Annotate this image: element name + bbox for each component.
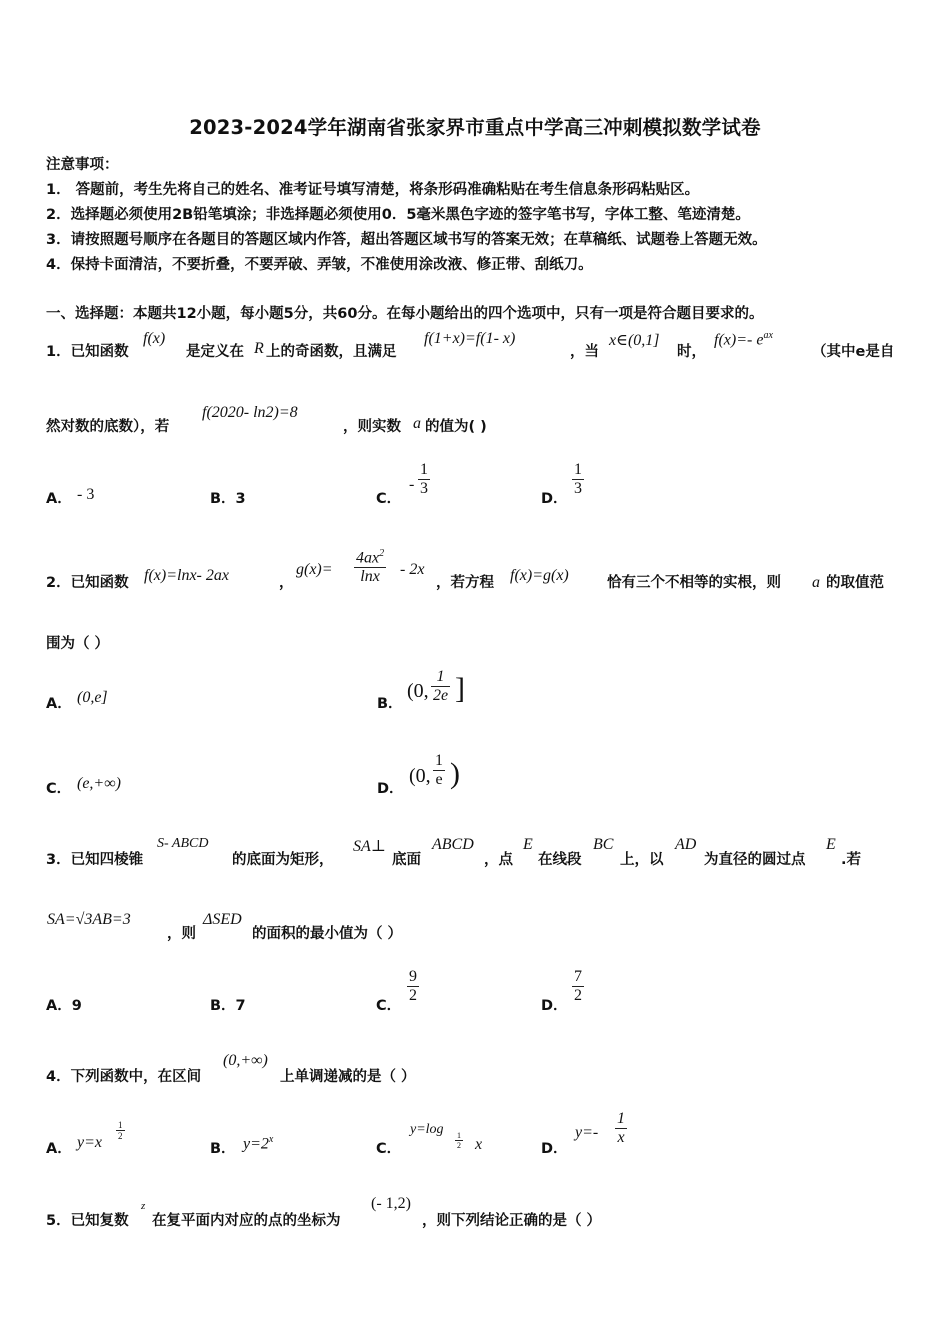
- q2-equation: f(x)=g(x): [510, 567, 569, 584]
- q3-option-d-frac: [572, 968, 584, 1005]
- q1-num: 1．已知函数: [46, 344, 129, 360]
- q2-text-3: 的取值范: [826, 575, 884, 591]
- q3-option-b[interactable]: B．7: [210, 998, 246, 1014]
- q2-g-den: lnx: [360, 568, 380, 586]
- q3-triangle: ΔSED: [203, 911, 242, 928]
- q4-option-c-log-base-num: 1: [457, 1131, 461, 1140]
- q1-option-d-den: 3: [574, 480, 582, 497]
- q3-text-3: ，点: [484, 852, 513, 868]
- q2-option-b-pre: (0,: [407, 680, 429, 702]
- q2-option-a-value: (0,e]: [77, 689, 108, 706]
- q2-g-num-base: 4ax: [356, 549, 380, 567]
- q1-R: R: [254, 340, 264, 357]
- q5-num: 5．已知复数: [46, 1213, 129, 1229]
- notice-item-1: 1． 答题前，考生先将自己的姓名、准考证号填写清楚，将条形码准确粘贴在考生信息条形码粘贴区。: [46, 182, 700, 198]
- q4-option-d-label[interactable]: D．: [541, 1141, 568, 1157]
- q3-num: 3．已知四棱锥: [46, 852, 144, 868]
- q4-option-a-exp: [116, 1120, 125, 1141]
- q3-text-2: 底面: [392, 852, 421, 868]
- q1-text-1: 是定义在: [186, 344, 244, 360]
- notice-item-3: 3．请按照题号顺序在各题目的答题区域内作答，超出答题区域书写的答案无效；在草稿纸、试题卷上答题无效。: [46, 232, 767, 248]
- q2-g-rest: - 2x: [400, 561, 425, 578]
- q4-option-b-value: [243, 1134, 273, 1153]
- q1-line2-b: ，则实数: [343, 419, 401, 435]
- q3-condition: SA=√3AB=3: [47, 911, 131, 928]
- q2-option-b-post: ]: [455, 672, 465, 705]
- q2-option-d-pre: (0,: [409, 765, 431, 787]
- q1-line2-c: 的值为( ): [425, 419, 487, 435]
- q2-option-d-frac: [433, 752, 445, 789]
- q1-option-b[interactable]: B．3: [210, 491, 246, 507]
- q1-option-d-frac: [572, 461, 584, 498]
- q4-option-d-base: y=-: [575, 1124, 599, 1141]
- q3-option-c-num: 9: [409, 968, 417, 985]
- q2-line2: 围为（ ）: [46, 636, 110, 652]
- section-heading: 一、选择题：本题共12小题，每小题5分，共60分。在每小题给出的四个选项中，只有一项是符合题目要求的。: [46, 306, 764, 322]
- q1-option-c-sign: -: [409, 476, 415, 493]
- q2-option-b-den: 2e: [433, 687, 449, 704]
- q4-option-a-exp-num: 1: [118, 1120, 123, 1130]
- q2-comma: ，: [279, 575, 294, 591]
- q5-text-1: 在复平面内对应的点的坐标为: [152, 1213, 341, 1229]
- q1-given: f(2020- ln2)=8: [202, 404, 298, 421]
- q1-text-5: （其中e是自: [812, 344, 895, 360]
- q4-option-a-base: y=x: [77, 1134, 102, 1151]
- q4-option-c-log-base: [455, 1131, 463, 1150]
- q2-g-num: [354, 545, 386, 568]
- q1-text-2: 上的奇函数，且满足: [266, 344, 397, 360]
- q3-pyramid: S- ABCD: [157, 836, 209, 851]
- q3-option-c-frac: [407, 968, 419, 1005]
- q3-option-c-den: 2: [409, 987, 417, 1004]
- q4-option-b-exp: x: [268, 1134, 274, 1145]
- q1-text-4: 时，: [677, 344, 706, 360]
- q1-option-a-label[interactable]: A．: [46, 491, 72, 507]
- q3-text-1: 的底面为矩形，: [232, 852, 334, 868]
- q2-option-c-label[interactable]: C．: [46, 781, 72, 797]
- q2-option-d-den: e: [435, 771, 443, 788]
- notice-item-4: 4．保持卡面清洁，不要折叠，不要弄破、弄皱，不准使用涂改液、修正带、刮纸刀。: [46, 257, 593, 273]
- q4-option-d-den: x: [617, 1129, 625, 1146]
- q4-interval: (0,+∞): [223, 1052, 268, 1069]
- q1-f: f(x): [143, 330, 166, 347]
- q1-line2-a: 然对数的底数），若: [46, 419, 170, 435]
- q1-condition: f(1+x)=f(1- x): [424, 330, 516, 347]
- q1-option-a-value: - 3: [77, 486, 95, 503]
- q3-text-7: .若: [841, 852, 862, 868]
- q3-text-5: 上，以: [620, 852, 664, 868]
- q1-option-c-num: 1: [420, 461, 428, 478]
- q2-a: a: [812, 574, 820, 591]
- q2-g-num-sup: 2: [379, 548, 385, 559]
- q1-option-d-num: 1: [574, 461, 582, 478]
- q4-option-c-label[interactable]: C．: [376, 1141, 402, 1157]
- q2-option-d-num: 1: [435, 752, 443, 769]
- q3-sa: SA⊥: [353, 838, 386, 855]
- page-title: 2023-2024学年湖南省张家界市重点中学高三冲刺模拟数学试卷: [189, 116, 761, 139]
- q3-text-8: ，则: [167, 926, 196, 942]
- q2-text-1: ，若方程: [436, 575, 494, 591]
- q1-definition: [714, 330, 773, 349]
- q3-option-c-label[interactable]: C．: [376, 998, 402, 1014]
- q2-num: 2．已知函数: [46, 575, 129, 591]
- q3-option-d-den: 2: [574, 987, 582, 1004]
- q3-option-a[interactable]: A．9: [46, 998, 82, 1014]
- q2-option-b-frac: [431, 668, 450, 705]
- q4-num: 4．下列函数中，在区间: [46, 1069, 202, 1085]
- q4-option-c-log-base-den: 2: [457, 1141, 461, 1150]
- q4-option-a-exp-den: 2: [118, 1131, 123, 1141]
- notice-heading: 注意事项：: [46, 157, 119, 173]
- q3-e2: E: [826, 836, 836, 853]
- q4-option-b-label[interactable]: B．: [210, 1141, 236, 1157]
- q2-option-b-num: 1: [431, 668, 450, 687]
- q1-interval: x∈(0,1]: [609, 332, 660, 349]
- q3-bc: BC: [593, 836, 614, 853]
- q1-text-3: ，当: [570, 344, 599, 360]
- q1-option-d-label[interactable]: D．: [541, 491, 568, 507]
- q3-option-d-num: 7: [574, 968, 582, 985]
- q3-text-4: 在线段: [538, 852, 582, 868]
- q2-option-b-label[interactable]: B．: [377, 696, 403, 712]
- q4-option-d-num: 1: [617, 1110, 625, 1127]
- q1-option-c-frac: [418, 461, 430, 498]
- q3-ad: AD: [675, 836, 697, 853]
- q3-option-d-label[interactable]: D．: [541, 998, 568, 1014]
- q2-option-d-label[interactable]: D．: [377, 781, 404, 797]
- q1-definition-exp: ax: [763, 330, 773, 341]
- q2-g-frac: [354, 545, 386, 586]
- q3-text-9: 的面积的最小值为（ ）: [252, 926, 403, 942]
- q3-e: E: [523, 836, 533, 853]
- q2-option-c-value: (e,+∞): [77, 775, 121, 792]
- q4-option-a-label[interactable]: A．: [46, 1141, 72, 1157]
- q4-option-c-arg: x: [475, 1136, 483, 1153]
- q2-text-2: 恰有三个不相等的实根，则: [607, 575, 781, 591]
- q1-definition-base: f(x)=- e: [714, 331, 764, 349]
- q4-option-b-base: y=2: [243, 1135, 269, 1153]
- q3-text-6: 为直径的圆过点: [704, 852, 806, 868]
- q4-option-c-base: y=log: [410, 1122, 444, 1137]
- q4-option-d-frac: [615, 1110, 627, 1147]
- q2-g: g(x)=: [296, 561, 333, 578]
- q3-abcd: ABCD: [432, 836, 474, 853]
- q1-option-c-den: 3: [420, 480, 428, 497]
- q2-option-a-label[interactable]: A．: [46, 696, 72, 712]
- q2-f: f(x)=lnx- 2ax: [144, 567, 229, 584]
- q4-text-1: 上单调递减的是（ ）: [280, 1069, 416, 1085]
- q1-option-c-label[interactable]: C．: [376, 491, 402, 507]
- q5-text-2: ，则下列结论正确的是（ ）: [422, 1213, 602, 1229]
- q5-z: z: [141, 1200, 146, 1212]
- q2-option-d-post: ): [450, 757, 460, 790]
- q5-point: (- 1,2): [371, 1195, 411, 1212]
- q1-a: a: [413, 415, 421, 432]
- notice-item-2: 2．选择题必须使用2B铅笔填涂；非选择题必须使用0．5毫米黑色字迹的签字笔书写，字体工整、笔迹清楚。: [46, 207, 750, 223]
